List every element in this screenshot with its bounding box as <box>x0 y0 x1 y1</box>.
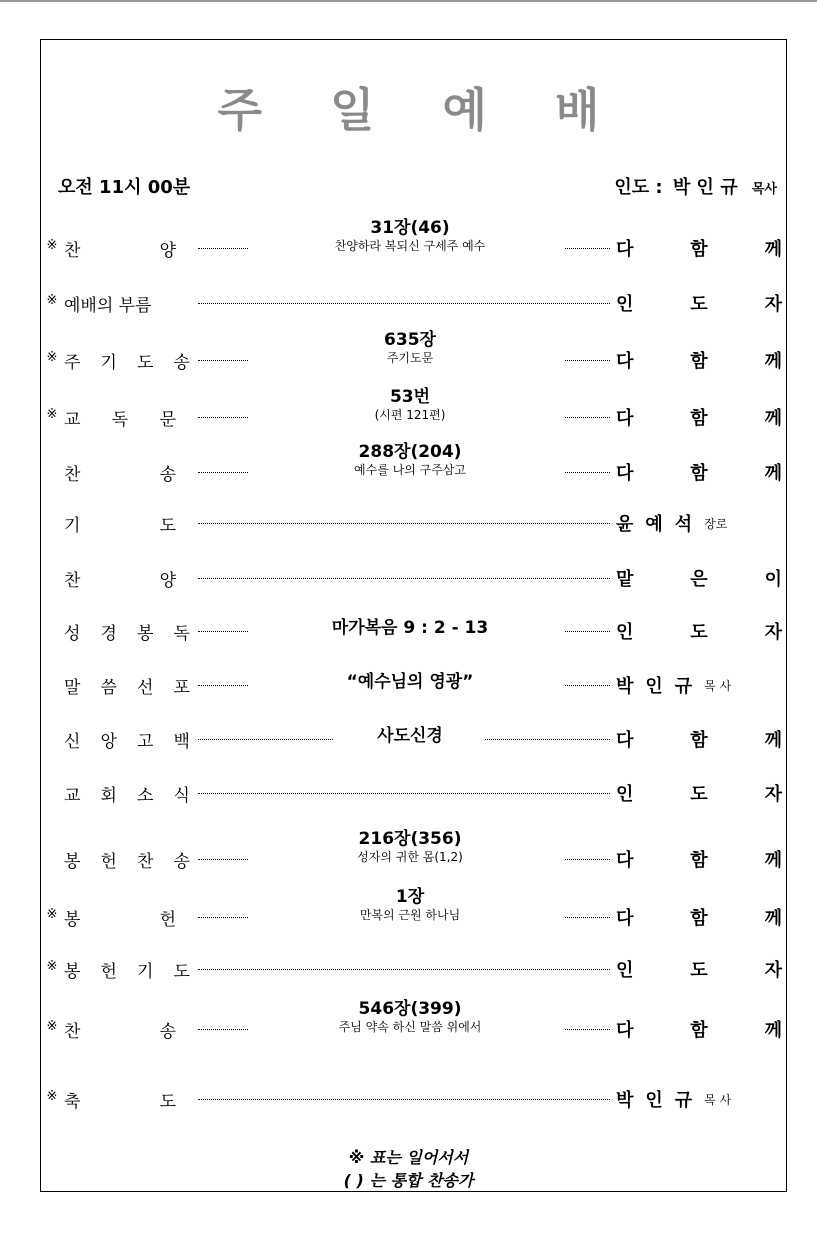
person-char: 인 <box>616 784 634 805</box>
person-char: 윤 <box>616 514 634 535</box>
person-char: 다 <box>616 908 634 929</box>
label-char: 양 <box>159 241 176 261</box>
order-row <box>0 387 817 430</box>
person-char: 도 <box>690 960 708 981</box>
standing-mark: ※ <box>46 1089 58 1104</box>
order-item-person <box>616 404 782 430</box>
order-item-person <box>616 726 782 752</box>
dotted-leader <box>565 631 610 632</box>
person-char: 다 <box>616 730 634 751</box>
order-item-label <box>64 348 190 373</box>
label-char: 말 <box>64 678 81 698</box>
order-row <box>0 330 817 373</box>
person-char: 다 <box>616 1020 634 1041</box>
hymn-number: 사도신경 <box>377 726 443 746</box>
label-char: 기 <box>64 516 81 536</box>
person-char: 함 <box>690 730 708 751</box>
person-char: 박 <box>616 1090 634 1111</box>
standing-mark: ※ <box>46 907 58 922</box>
label-char: 봉 <box>64 910 81 930</box>
label-char: 헌 <box>159 910 176 930</box>
hymn-number: 53번 <box>389 387 431 407</box>
label-char: 축 <box>64 1092 81 1112</box>
order-item-person <box>616 459 782 485</box>
person-char: 맡 <box>616 569 634 590</box>
label-char: 고 <box>137 732 154 752</box>
person-char: 다 <box>616 463 634 484</box>
order-row <box>0 719 817 759</box>
label-char: 소 <box>137 786 154 806</box>
label-char: 송 <box>173 353 190 373</box>
label-char: 문 <box>159 410 176 430</box>
person-char: 석 <box>674 514 693 535</box>
person-char: 다 <box>616 239 634 260</box>
label-char: 신 <box>64 732 81 752</box>
order-item-detail <box>250 330 570 366</box>
person-char: 도 <box>690 294 708 315</box>
page-title: 주 일 예 배 <box>217 83 626 137</box>
order-item-detail <box>250 218 570 254</box>
hymn-number: 288장(204) <box>358 442 462 462</box>
label-char: 기 <box>137 962 154 982</box>
order-item-label <box>64 957 190 982</box>
dotted-leader <box>198 248 248 249</box>
person-char: 함 <box>690 850 708 871</box>
order-item-detail <box>250 387 570 423</box>
order-item-label <box>64 619 190 644</box>
standing-mark: ※ <box>46 407 58 422</box>
dotted-leader <box>198 793 610 794</box>
person-char: 다 <box>616 408 634 429</box>
order-item-label <box>64 405 176 430</box>
order-item-detail <box>250 442 570 478</box>
hymn-title: 예수를 나의 구주삼고 <box>354 463 466 477</box>
label-char: 도 <box>159 516 176 536</box>
dotted-leader <box>565 472 610 473</box>
label-char: 송 <box>159 1022 176 1042</box>
order-item-person <box>616 290 782 316</box>
person-char: 인 <box>645 1090 663 1111</box>
label-char: 회 <box>100 786 117 806</box>
dotted-leader <box>565 685 610 686</box>
label-char: 헌 <box>100 852 117 872</box>
person-char: 은 <box>690 569 708 590</box>
person-char: 함 <box>690 908 708 929</box>
hymn-number: “예수님의 영광” <box>346 672 474 692</box>
dotted-leader <box>198 303 610 304</box>
order-item-detail <box>250 999 570 1035</box>
person-char: 께 <box>764 408 782 429</box>
label-char: 도 <box>159 1092 176 1112</box>
dotted-leader <box>198 360 248 361</box>
person-char: 인 <box>616 960 634 981</box>
label-char: 봉 <box>137 624 154 644</box>
order-item-label <box>64 1087 176 1112</box>
person-char: 께 <box>764 850 782 871</box>
label-char: 교 <box>64 410 81 430</box>
label-char: 양 <box>159 571 176 591</box>
person-char: 인 <box>616 294 634 315</box>
order-item-label <box>64 781 190 806</box>
dotted-leader <box>198 1099 610 1100</box>
dotted-leader <box>198 417 248 418</box>
order-item-label <box>64 291 190 316</box>
leader-name: 박 인 규 <box>672 177 738 198</box>
label-char: 앙 <box>100 732 117 752</box>
order-item-person <box>616 1086 782 1112</box>
order-item-detail <box>250 829 570 865</box>
hymn-number: 635장 <box>384 330 436 350</box>
order-item-label <box>64 511 176 536</box>
order-item-person <box>616 565 782 591</box>
hymn-title: 찬양하라 복되신 구세주 예수 <box>334 239 486 253</box>
order-row <box>0 1079 817 1119</box>
person-char: 자 <box>764 960 782 981</box>
note-standing: ※ 표는 일어서서 <box>348 1148 469 1167</box>
label-char: 예배의 부름 <box>64 296 152 316</box>
person-char: 박 <box>616 676 634 697</box>
service-leader <box>614 173 777 199</box>
hymn-number: 216장(356) <box>358 829 462 849</box>
label-char: 찬 <box>64 241 81 261</box>
note-hymnal: ( ) 는 통합 찬송가 <box>343 1171 474 1190</box>
label-char: 성 <box>64 624 81 644</box>
hymn-title: 주기도문 <box>386 351 434 365</box>
label-char: 봉 <box>64 962 81 982</box>
label-char: 포 <box>173 678 190 698</box>
order-item-person <box>616 1016 782 1042</box>
label-char: 찬 <box>64 571 81 591</box>
label-char: 봉 <box>64 852 81 872</box>
label-char: 찬 <box>64 1022 81 1042</box>
person-char: 도 <box>690 622 708 643</box>
dotted-leader <box>198 917 248 918</box>
order-item-person <box>616 235 782 261</box>
dotted-leader <box>565 1029 610 1030</box>
order-row <box>0 829 817 872</box>
order-row <box>0 949 817 989</box>
label-char: 송 <box>173 852 190 872</box>
dotted-leader <box>565 248 610 249</box>
person-char: 함 <box>690 351 708 372</box>
dotted-leader <box>565 360 610 361</box>
dotted-leader <box>198 969 610 970</box>
label-char: 식 <box>173 786 190 806</box>
dotted-leader <box>198 631 248 632</box>
person-char: 도 <box>690 784 708 805</box>
dotted-leader <box>198 859 248 860</box>
label-char: 도 <box>137 353 154 373</box>
order-item-label <box>64 460 176 485</box>
hymn-title: 성자의 귀한 몸(1,2) <box>357 850 463 864</box>
person-char: 자 <box>764 784 782 805</box>
order-item-person <box>616 904 782 930</box>
dotted-leader <box>565 917 610 918</box>
person-char: 함 <box>690 239 708 260</box>
label-char: 경 <box>100 624 117 644</box>
label-char: 주 <box>64 353 81 373</box>
order-item-label <box>64 727 190 752</box>
person-char: 장로 <box>704 516 728 531</box>
person-char: 께 <box>764 463 782 484</box>
person-char: 이 <box>764 569 782 590</box>
person-char: 목 사 <box>704 1092 732 1107</box>
order-item-label <box>64 236 176 261</box>
order-row <box>0 283 817 323</box>
standing-mark: ※ <box>46 238 58 253</box>
person-char: 자 <box>764 294 782 315</box>
standing-mark: ※ <box>46 350 58 365</box>
person-char: 다 <box>616 850 634 871</box>
order-item-label <box>64 1017 176 1042</box>
order-item-person <box>616 347 782 373</box>
dotted-leader <box>565 859 610 860</box>
order-row <box>0 442 817 485</box>
person-char: 다 <box>616 351 634 372</box>
order-item-detail <box>250 887 570 923</box>
dotted-leader <box>198 578 610 579</box>
standing-mark: ※ <box>46 293 58 308</box>
order-item-detail <box>250 671 570 693</box>
person-char: 함 <box>690 1020 708 1041</box>
label-char: 찬 <box>64 465 81 485</box>
dotted-leader <box>198 1029 248 1030</box>
order-item-detail <box>250 617 570 639</box>
person-char: 인 <box>645 676 663 697</box>
order-row <box>0 665 817 705</box>
leader-label: 인도 : <box>614 177 663 198</box>
service-time: 오전 11시 00분 <box>58 177 191 198</box>
person-char: 함 <box>690 408 708 429</box>
label-char: 백 <box>173 732 190 752</box>
top-border-line <box>0 0 817 2</box>
hymn-number: 마가복음 9 : 2 - 13 <box>331 618 489 638</box>
order-row <box>0 503 817 543</box>
order-item-label <box>64 905 176 930</box>
hymn-title: (시편 121편) <box>374 408 446 422</box>
dotted-leader <box>565 417 610 418</box>
order-row <box>0 611 817 651</box>
person-char: 예 <box>645 514 663 535</box>
standing-mark: ※ <box>46 959 58 974</box>
person-char: 함 <box>690 463 708 484</box>
dotted-leader <box>198 685 248 686</box>
label-char: 기 <box>100 353 117 373</box>
order-item-person <box>616 956 782 982</box>
person-char: 께 <box>764 351 782 372</box>
order-item-person <box>616 618 782 644</box>
hymn-number: 1장 <box>395 887 425 907</box>
label-char: 독 <box>173 624 190 644</box>
order-item-person <box>616 672 782 698</box>
leader-title: 목사 <box>751 182 777 197</box>
order-row <box>0 558 817 598</box>
hymn-title: 주님 약속 하신 말씀 위에서 <box>338 1020 482 1034</box>
person-char: 께 <box>764 239 782 260</box>
person-char: 인 <box>616 622 634 643</box>
label-char: 선 <box>137 678 154 698</box>
order-item-person <box>616 846 782 872</box>
person-char: 께 <box>764 908 782 929</box>
hymn-number: 31장(46) <box>370 218 450 238</box>
person-char: 께 <box>764 730 782 751</box>
label-char: 독 <box>111 410 129 430</box>
order-row <box>0 999 817 1042</box>
person-char: 께 <box>764 1020 782 1041</box>
dotted-leader <box>198 472 248 473</box>
hymn-number: 546장(399) <box>358 999 462 1019</box>
label-char: 찬 <box>137 852 154 872</box>
hymn-title: 만복의 근원 하나님 <box>359 908 461 922</box>
order-item-person <box>616 510 782 536</box>
order-row <box>0 218 817 261</box>
order-item-label <box>64 847 190 872</box>
order-item-person <box>616 780 782 806</box>
order-item-detail <box>250 725 570 747</box>
label-char: 송 <box>159 465 176 485</box>
order-item-label <box>64 673 190 698</box>
person-char: 목 사 <box>704 678 732 693</box>
dotted-leader <box>198 523 610 524</box>
person-char: 자 <box>764 622 782 643</box>
label-char: 헌 <box>100 962 117 982</box>
order-item-label <box>64 566 176 591</box>
standing-mark: ※ <box>46 1019 58 1034</box>
label-char: 씀 <box>100 678 117 698</box>
person-char: 규 <box>674 676 693 697</box>
order-row <box>0 773 817 813</box>
person-char: 규 <box>674 1090 693 1111</box>
order-row <box>0 887 817 930</box>
label-char: 도 <box>173 962 190 982</box>
label-char: 교 <box>64 786 81 806</box>
